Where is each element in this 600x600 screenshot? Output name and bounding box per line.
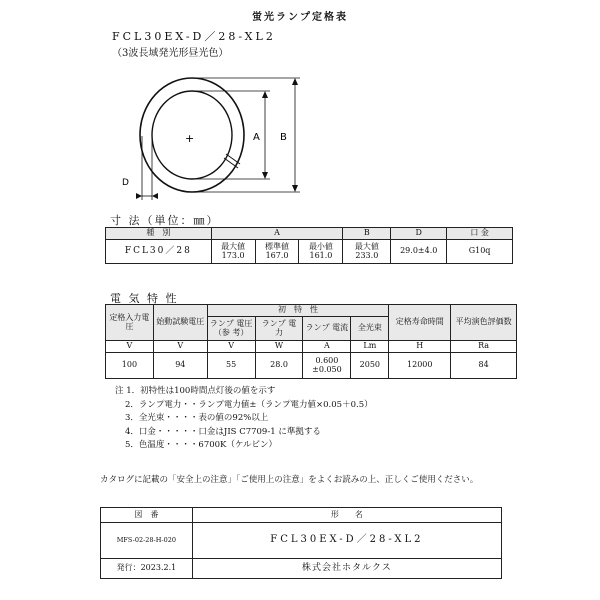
label-a-min: 最小値: [308, 242, 333, 252]
cell-a-max: [211, 240, 255, 264]
value-lamp-current-nominal: 0.600: [315, 356, 339, 366]
value-lamp-voltage: 55: [207, 353, 255, 379]
cell-type: FCL30／28: [106, 240, 212, 264]
value-b-max: 233.0: [355, 250, 379, 260]
model-name: FCL30EX-D／28-XL2: [112, 30, 276, 43]
cell-a-std: [255, 240, 299, 264]
center-mark: +: [185, 132, 195, 145]
label-a-max: 最大値: [221, 242, 246, 252]
dimension-a-label: A: [253, 132, 260, 143]
header-luminous-flux: 全光束: [351, 317, 389, 341]
value-rated-input-voltage: 100: [106, 353, 154, 379]
header-cri: 平均演色評価数: [451, 305, 517, 341]
model-name-label: 形 名: [192, 508, 501, 523]
electrical-heading: 電 気 特 性: [110, 292, 179, 305]
unit-cell: W: [255, 341, 303, 353]
cell-d: 29.0±4.0: [391, 240, 447, 264]
lamp-subtitle: （3波長域発光形昼光色）: [112, 48, 229, 59]
header-rated-input-voltage: 定格入力電圧: [106, 305, 154, 341]
cell-base: G10q: [447, 240, 513, 264]
header-lamp-power: ランプ 電 力: [255, 317, 303, 341]
header-starting-voltage: 始動試験電圧: [153, 305, 207, 341]
label-b-max: 最大値: [354, 242, 379, 252]
dimensions-table: [105, 227, 513, 264]
value-rated-life: 12000: [389, 353, 451, 379]
dimensions-heading: 寸 法（単位：㎜）: [110, 214, 220, 227]
value-a-std: 167.0: [265, 250, 289, 260]
dimension-d-label: D: [122, 178, 129, 188]
header-a: A: [211, 228, 343, 240]
footer-model: FCL30EX-D／28-XL2: [192, 523, 501, 559]
header-b: B: [343, 228, 391, 240]
dimension-b-label: B: [280, 132, 287, 143]
unit-cell: V: [207, 341, 255, 353]
footer-table: [100, 507, 502, 579]
note-item: 注 1．初特性は100時間点灯後の値を示す: [115, 386, 276, 396]
notes-list: [115, 385, 373, 453]
lamp-diagram: [122, 60, 340, 210]
note-item: 2．ランプ電力・・ランプ電力値±（ランプ電力値×0.05＋0.5）: [125, 399, 373, 410]
cell-a-min: [299, 240, 343, 264]
header-rated-life: 定格寿命時間: [389, 305, 451, 341]
value-lamp-current-tolerance: ±0.050: [312, 364, 342, 374]
header-initial-characteristics: 初 特 性: [207, 305, 389, 317]
caution-text: カタログに記載の「安全上の注意」「ご使用上の注意」をよくお読みの上、正しくご使用ください。: [100, 475, 479, 485]
document-title: 蛍光ランプ定格表: [252, 12, 348, 23]
header-base: 口 金: [447, 228, 513, 240]
unit-cell: H: [389, 341, 451, 353]
issue-date: 発行：2023.2.1: [101, 559, 193, 579]
drawing-number-label: 図 番: [101, 508, 193, 523]
unit-cell: A: [303, 341, 351, 353]
cell-b-max: [343, 240, 391, 264]
label-a-std: 標準値: [265, 242, 290, 252]
note-item: 4．口金・・・・・口金はJIS C7709-1 に準拠する: [125, 426, 321, 437]
value-lamp-current: [303, 353, 351, 379]
unit-cell: V: [106, 341, 154, 353]
note-item: 3．全光束・・・・表の値の92%以上: [125, 413, 269, 423]
value-starting-voltage: 94: [153, 353, 207, 379]
ring-joint: [224, 158, 238, 168]
header-d: D: [391, 228, 447, 240]
header-type: 種 別: [106, 228, 212, 240]
value-cri: 84: [451, 353, 517, 379]
header-lamp-voltage: ランプ 電圧 （参 考）: [207, 317, 255, 341]
drawing-number: MFS-02-28-H-020: [101, 523, 193, 559]
header-lamp-current: ランプ 電流: [303, 317, 351, 341]
value-luminous-flux: 2050: [351, 353, 389, 379]
value-lamp-power: 28.0: [255, 353, 303, 379]
note-item: 5．色温度・・・・6700K（ケルビン）: [125, 440, 277, 450]
value-a-max: 173.0: [221, 250, 245, 260]
unit-cell: Ra: [451, 341, 517, 353]
value-a-min: 161.0: [309, 250, 333, 260]
company-name: 株式会社ホタルクス: [192, 559, 501, 579]
electrical-table: [105, 304, 517, 379]
unit-cell: Lm: [351, 341, 389, 353]
unit-cell: V: [153, 341, 207, 353]
